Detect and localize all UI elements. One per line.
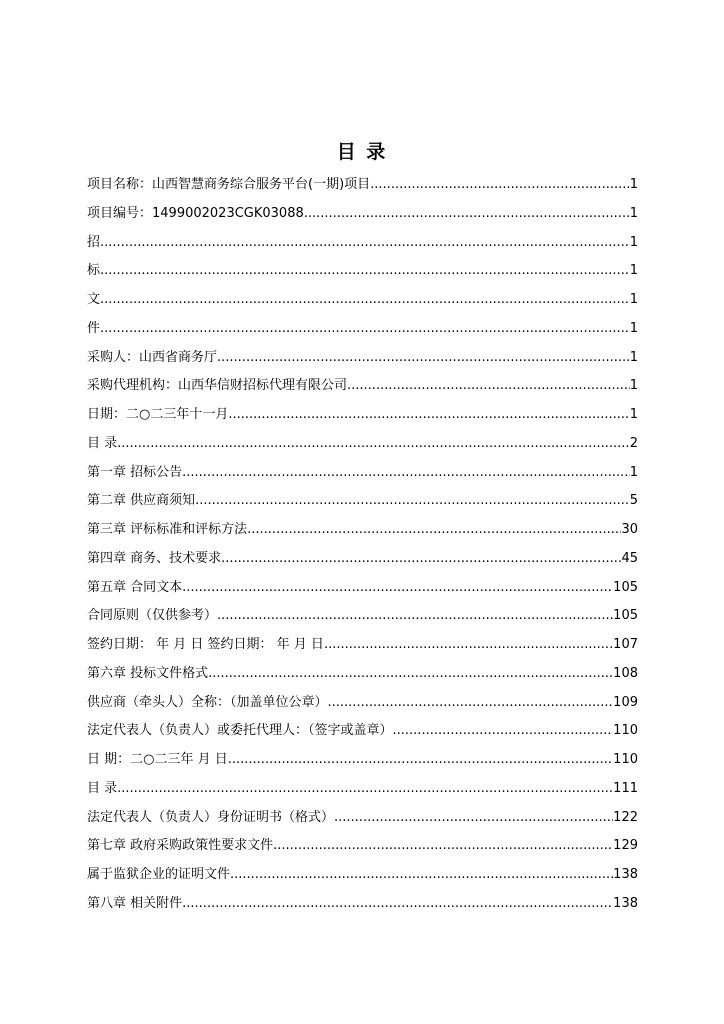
toc-entry-page: 108 [613, 665, 638, 681]
toc-entry-page: 138 [613, 895, 638, 911]
toc-entry[interactable] [87, 344, 638, 373]
toc-entry-label: 文 [87, 292, 101, 307]
toc-entry-page: 1 [629, 320, 638, 336]
toc-entry[interactable] [87, 574, 638, 603]
toc-entry[interactable] [87, 746, 638, 775]
toc-entry[interactable] [87, 229, 638, 258]
toc-leader-dots [100, 229, 630, 258]
toc-entry[interactable] [87, 459, 638, 488]
toc-entry-page: 1 [629, 407, 638, 422]
toc-entry[interactable] [87, 861, 638, 890]
toc-entry[interactable] [87, 487, 638, 516]
toc-entry-label: 第五章 合同文本 [87, 579, 183, 595]
toc-entry-label: 法定代表人（负责人）身份证明书（格式） [87, 809, 335, 825]
toc-entry-page: 1 [629, 234, 638, 250]
toc-entry-page: 110 [613, 723, 638, 739]
toc-entry-page: 1 [629, 292, 638, 307]
toc-entry-label: 目 录 [87, 780, 118, 796]
toc-entry-label: 合同原则（仅供参考） [87, 608, 218, 624]
toc-leader-dots [328, 689, 614, 718]
toc-leader-dots [228, 401, 629, 430]
toc-entry[interactable] [87, 804, 638, 833]
toc-leader-dots [273, 832, 613, 861]
toc-entry-label: 目 录 [87, 435, 118, 451]
toc-entry[interactable] [87, 315, 638, 344]
toc-entry-page: 1 [629, 349, 638, 365]
toc-leader-dots [347, 372, 630, 401]
toc-entry-label: 第二章 供应商须知 [87, 493, 196, 509]
toc-leader-dots [304, 200, 630, 229]
toc-entry-page: 122 [613, 809, 638, 825]
toc-entry-label: 项目编号：1499002023CGK03088 [87, 205, 304, 221]
toc-leader-dots [393, 717, 614, 746]
toc-leader-dots [334, 804, 613, 833]
toc-entry[interactable] [87, 660, 638, 689]
toc-leader-dots [117, 775, 613, 804]
toc-entry-label: 第七章 政府采购政策性要求文件 [87, 838, 274, 854]
toc-leader-dots [230, 861, 613, 890]
toc-entry[interactable] [87, 890, 638, 919]
toc-entry-page: 129 [613, 838, 638, 854]
toc-entry-page: 1 [629, 177, 638, 192]
toc-entry[interactable] [87, 401, 638, 430]
toc-entry-page: 5 [629, 493, 638, 509]
toc-entry-label: 第三章 评标标准和评标方法 [87, 522, 248, 537]
toc-entry[interactable] [87, 286, 638, 315]
toc-entry[interactable] [87, 689, 638, 718]
toc-title: 目 录 [336, 141, 388, 163]
toc-leader-dots [100, 286, 630, 315]
toc-leader-dots [208, 660, 613, 689]
toc-leader-dots [324, 631, 613, 660]
toc-leader-dots [182, 459, 630, 488]
toc-entry-label: 第六章 投标文件格式 [87, 665, 209, 681]
toc-entry-label: 第四章 商务、技术要求 [87, 550, 222, 566]
toc-entry[interactable] [87, 171, 638, 200]
toc-entry[interactable] [87, 717, 638, 746]
toc-entry-label: 采购人：山西省商务厅 [87, 349, 218, 365]
toc-entry-page: 1 [629, 464, 638, 480]
toc-leader-dots [228, 746, 613, 775]
toc-entry[interactable] [87, 516, 638, 545]
toc-leader-dots [100, 257, 630, 286]
toc-entry-page: 138 [613, 867, 638, 882]
toc-entry[interactable] [87, 832, 638, 861]
toc-entry-label: 签约日期： 年 月 日 签约日期： 年 月 日 [87, 637, 324, 652]
toc-leader-dots [117, 430, 630, 459]
toc-entry-label: 件 [87, 320, 101, 336]
toc-entry-label: 招 [87, 234, 101, 250]
toc-leader-dots [370, 171, 630, 200]
toc-entry-page: 1 [629, 378, 638, 394]
toc-leader-dots [182, 574, 613, 603]
toc-entry[interactable] [87, 257, 638, 286]
toc-entry-label: 采购代理机构：山西华信财招标代理有限公司 [87, 378, 348, 394]
toc-entry-label: 日期：二○二三年十一月 [87, 407, 229, 422]
toc-entry[interactable] [87, 631, 638, 660]
toc-entry[interactable] [87, 372, 638, 401]
toc-leader-dots [247, 516, 621, 545]
toc-leader-dots [182, 890, 613, 919]
toc-entry[interactable] [87, 545, 638, 574]
toc-entry-page: 1 [629, 263, 638, 279]
toc-entry-page: 2 [629, 435, 638, 451]
toc-leader-dots [221, 545, 621, 574]
toc-entry[interactable] [87, 602, 638, 631]
toc-entry-page: 109 [613, 694, 638, 710]
toc-entry-label: 法定代表人（负责人）或委托代理人：（签字或盖章） [87, 723, 393, 739]
toc-entry-page: 105 [613, 579, 638, 595]
toc-leader-dots [217, 602, 613, 631]
toc-entry-page: 45 [621, 550, 638, 566]
toc-entry-label: 第八章 相关附件 [87, 895, 183, 911]
toc-entry-page: 1 [629, 205, 638, 221]
toc-entry-page: 30 [621, 522, 638, 537]
toc-entry-label: 第一章 招标公告 [87, 464, 183, 480]
toc-entry-page: 110 [613, 752, 638, 767]
toc-leader-dots [100, 315, 630, 344]
toc-entry-label: 项目名称：山西智慧商务综合服务平台(一期)项目 [87, 177, 371, 192]
toc-leader-dots [217, 344, 630, 373]
toc-entry-page: 107 [613, 637, 638, 652]
toc-entry-label: 标 [87, 263, 101, 279]
toc-entry[interactable] [87, 430, 638, 459]
toc-entry-label: 供应商（牵头人）全称：（加盖单位公章） [87, 694, 328, 710]
toc-entry[interactable] [87, 200, 638, 229]
toc-entry-label: 属于监狱企业的证明文件 [87, 867, 231, 882]
toc-leader-dots [195, 487, 630, 516]
toc-entry[interactable] [87, 775, 638, 804]
toc-entry-label: 日 期：二○二三年 月 日 [87, 752, 228, 767]
toc-entry-page: 111 [613, 780, 638, 796]
toc-entry-page: 105 [613, 608, 638, 624]
toc-list [87, 171, 638, 919]
